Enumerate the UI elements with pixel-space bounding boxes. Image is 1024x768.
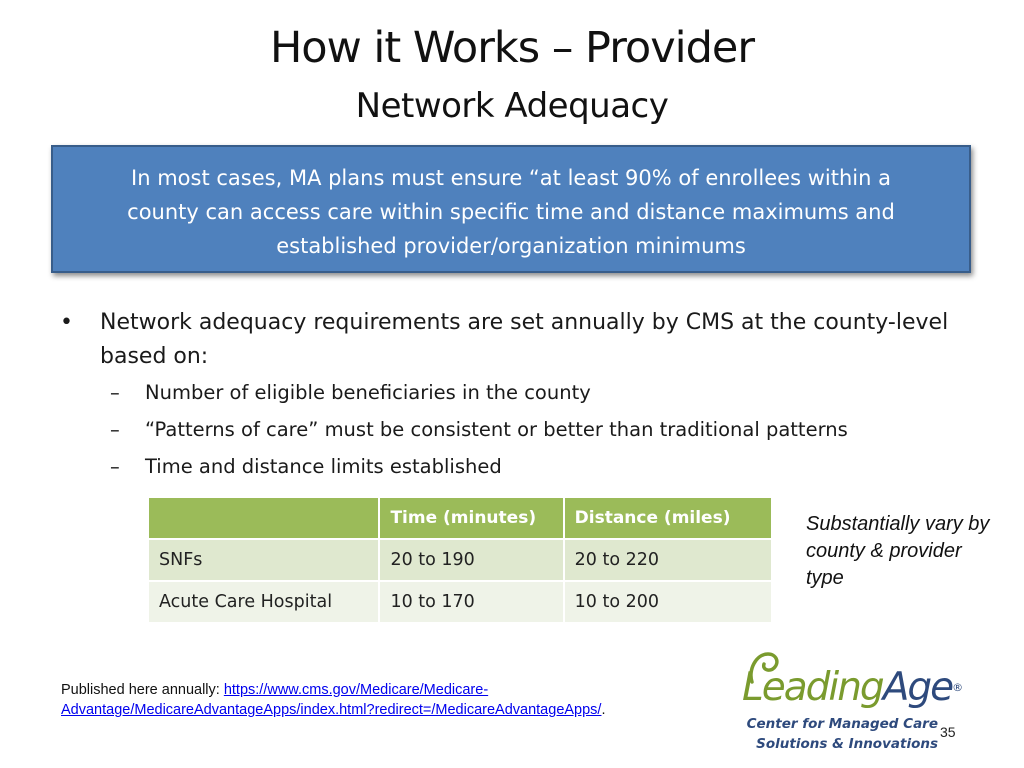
logo-word-leading: Leading	[742, 665, 883, 710]
logo-registered-mark: ®	[952, 681, 962, 694]
sub-bullet-dash: –	[110, 455, 120, 478]
table-cell: 20 to 220	[565, 540, 771, 582]
table-cell: Acute Care Hospital	[149, 582, 378, 622]
callout-box: In most cases, MA plans must ensure “at least 90% of enrollees within a county can access care within specific time and distance maximums and established provider/organization minimums	[51, 145, 971, 273]
sub-bullet-item	[60, 448, 960, 485]
table-header-cell	[149, 498, 378, 540]
logo-wordmark	[742, 664, 961, 712]
slide-title: How it Works – Provider	[269, 23, 755, 73]
published-note	[61, 680, 721, 720]
bullet-list	[60, 306, 960, 485]
logo-tagline-line: Center for Managed Care	[746, 716, 938, 732]
table-row	[149, 540, 771, 582]
cms-link[interactable]: https://www.cms.gov/Medicare/Medicare-Advantage/MedicareAdvantageApps/index.html?redirect=/MedicareAdvantageApps/	[61, 682, 602, 718]
table-header-cell: Distance (miles)	[565, 498, 771, 540]
sub-bullet-text: Number of eligible beneficiaries in the county	[145, 381, 591, 404]
bullet-text: Network adequacy requirements are set annually by CMS at the county-level based on:	[100, 310, 949, 369]
page-number: 35	[940, 724, 956, 740]
side-note: Substantially vary by county & provider type	[806, 513, 990, 589]
table-cell: SNFs	[149, 540, 378, 582]
slide-subtitle: Network Adequacy	[355, 86, 669, 126]
bullet-item	[60, 306, 960, 374]
published-prefix: Published here annually:	[61, 682, 224, 698]
table-row	[149, 582, 771, 622]
table-header-cell: Time (minutes)	[380, 498, 562, 540]
sub-bullet-item	[60, 374, 960, 411]
logo-word-age: Age	[882, 665, 953, 710]
sub-bullet-dash: –	[110, 381, 120, 404]
table-header-row	[149, 498, 771, 540]
sub-bullet-text: “Patterns of care” must be consistent or better than traditional patterns	[145, 418, 848, 441]
limits-table	[147, 498, 773, 622]
sub-bullet-dash: –	[110, 418, 120, 441]
table-cell: 10 to 200	[565, 582, 771, 622]
sub-bullet-item	[60, 411, 960, 448]
logo-tagline	[744, 714, 938, 754]
logo-tagline-line: Solutions & Innovations	[756, 736, 938, 752]
bullet-marker: •	[60, 310, 73, 335]
sub-bullet-text: Time and distance limits established	[145, 455, 502, 478]
published-suffix: .	[601, 702, 606, 718]
table-cell: 10 to 170	[380, 582, 562, 622]
table-cell: 20 to 190	[380, 540, 562, 582]
